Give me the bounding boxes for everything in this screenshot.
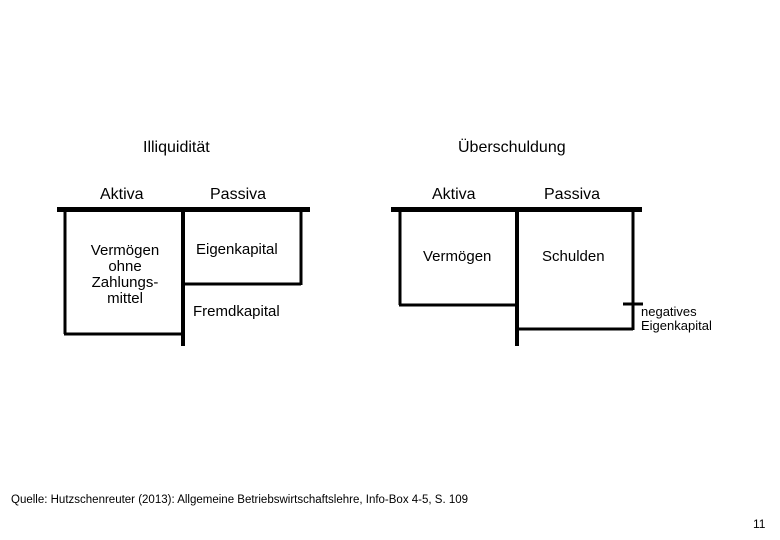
ueber-aktiva-label: Aktiva: [432, 186, 476, 203]
negative-equity-line: negatives: [641, 304, 697, 319]
illiq-aktiva-item: [80, 243, 170, 307]
illiq-eigenkapital: Eigenkapital: [196, 241, 278, 258]
illiq-aktiva-label: Aktiva: [100, 186, 144, 203]
illiq-aktiva-item-line: Vermögen: [90, 242, 160, 259]
ueber-schulden: Schulden: [542, 248, 605, 265]
ueber-passiva-label: Passiva: [544, 186, 601, 203]
ueberschuldung-title: Überschuldung: [458, 139, 566, 156]
source-citation: Quelle: Hutzschenreuter (2013): Allgemeine Betriebswirtschaftslehre, Info-Box 4-5, S. 109: [11, 494, 469, 506]
illiq-aktiva-item-line: Zahlungs-: [91, 274, 159, 291]
illiq-fremdkapital: Fremdkapital: [193, 303, 280, 320]
illiq-passiva-label: Passiva: [210, 186, 267, 203]
illiq-aktiva-item-line: ohne: [108, 258, 142, 275]
negative-equity-label: [641, 305, 712, 333]
negative-equity-line: Eigenkapital: [641, 318, 712, 333]
ueber-vermoegen: Vermögen: [423, 248, 492, 265]
page-number: 11: [753, 517, 766, 531]
illiquiditaet-title: Illiquidität: [143, 139, 210, 156]
illiq-aktiva-item-line: mittel: [107, 290, 143, 307]
